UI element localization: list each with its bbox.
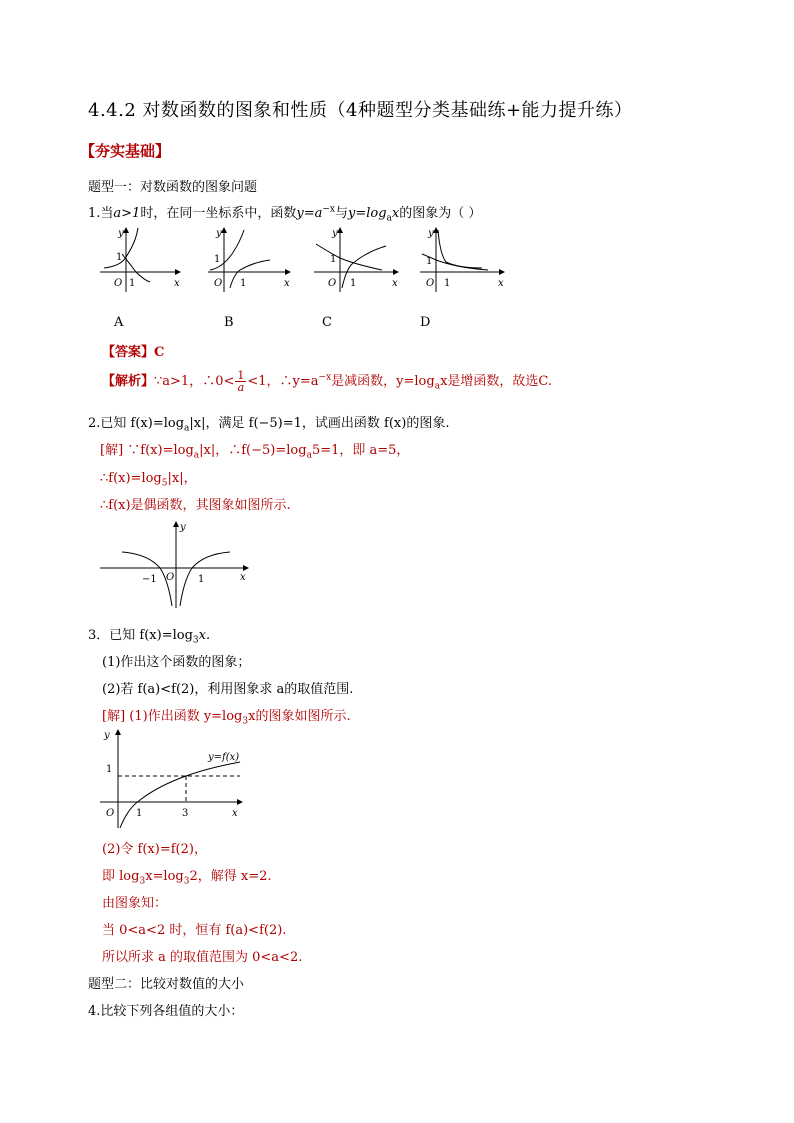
svg-text:1: 1	[198, 574, 205, 585]
svg-text:x: x	[240, 572, 246, 583]
svg-text:y: y	[216, 228, 222, 239]
svg-text:1: 1	[330, 254, 337, 265]
option-c-graph	[314, 228, 398, 292]
q3-solution-1: [解] (1)作出函数 $y=\log_3x$的图象如图所示.	[102, 709, 351, 727]
option-b-graph	[208, 228, 290, 292]
svg-text:O: O	[214, 278, 223, 289]
q3-graph	[98, 726, 248, 830]
svg-text:x: x	[232, 808, 238, 819]
q3-solution-5: 当 0<a<2 时，恒有 f(a)<f(2).	[102, 923, 287, 938]
svg-text:x: x	[498, 278, 504, 289]
svg-text:y: y	[180, 522, 186, 533]
svg-text:1: 1	[350, 278, 357, 289]
q3-part-1: (1)作出这个函数的图象；	[102, 655, 251, 670]
q2-solution-3: ∴f(x)是偶函数，其图象如图所示.	[100, 498, 291, 513]
svg-text:y: y	[118, 228, 124, 239]
svg-text:y: y	[332, 228, 338, 239]
analysis-q1: 【解析】∵a>1，∴0< $\frac{1}{a}$ <1，$\therefore y=a^{-x}$是减函数，$y=\log_ax$是增函数，故选C.	[102, 369, 553, 394]
svg-text:x: x	[284, 278, 290, 289]
svg-text:O: O	[106, 808, 115, 819]
question-1: 1.当a>1时，在同一坐标系中，函数$y=a^{-x}$与$y=\log_ax$的图象为（ ）	[88, 204, 482, 224]
option-d-graph	[420, 228, 504, 292]
q3-solution-4: 由图象知：	[102, 896, 168, 911]
q2-graph	[98, 518, 254, 610]
svg-text:1: 1	[116, 252, 123, 263]
svg-text:O: O	[114, 278, 123, 289]
svg-text:3: 3	[182, 808, 189, 819]
question-2: 2.已知 $f(x)=\log_a|x|$，满足 f(−5)=1，试画出函数 f(x)的图象.	[88, 416, 450, 434]
option-graphs	[96, 224, 516, 296]
type-heading-1: 题型一：对数函数的图象问题	[88, 180, 258, 195]
answer-q1: 【答案】C	[102, 345, 165, 360]
svg-text:y=f(x): y=f(x)	[208, 752, 240, 763]
svg-text:1: 1	[136, 808, 143, 819]
svg-text:1: 1	[129, 278, 136, 289]
svg-text:O: O	[328, 278, 337, 289]
svg-text:1: 1	[106, 764, 113, 775]
svg-text:x: x	[392, 278, 398, 289]
svg-text:1: 1	[426, 256, 433, 267]
svg-text:1: 1	[240, 278, 247, 289]
type-heading-2: 题型二：比较对数值的大小	[88, 977, 245, 992]
option-a-graph	[100, 228, 180, 292]
section-heading: 【夯实基础】	[80, 142, 171, 160]
q2-solution-1: [解] $\because f(x)=\log_a|x|$，$\therefore f(-5)=\log_a5=1$，即 a=5，	[100, 443, 410, 461]
q3-part-2: (2)若 f(a)<f(2)，利用图象求 a的取值范围.	[102, 682, 354, 697]
q2-solution-2: $\therefore f(x)=\log_5|x|$，	[100, 471, 197, 489]
option-b-label: B	[224, 315, 234, 330]
q3-solution-2: (2)令 f(x)=f(2)，	[102, 842, 207, 857]
page-title: 4.4.2 对数函数的图象和性质（4种题型分类基础练+能力提升练）	[88, 100, 633, 121]
question-4: 4.比较下列各组值的大小：	[88, 1004, 244, 1019]
svg-text:y: y	[428, 228, 434, 239]
q3-solution-3: 即 $\log_3x=\log_32$，解得 x=2.	[102, 869, 272, 887]
svg-text:x: x	[174, 278, 180, 289]
option-a-label: A	[114, 315, 124, 330]
svg-text:O: O	[166, 572, 175, 583]
svg-text:y: y	[104, 730, 110, 741]
svg-text:−1: −1	[142, 574, 157, 585]
svg-text:1: 1	[444, 278, 451, 289]
question-3: 3．已知 $f(x)=\log_3x$.	[88, 628, 211, 646]
option-c-label: C	[322, 315, 332, 330]
svg-text:1: 1	[214, 254, 221, 265]
option-d-label: D	[420, 315, 431, 330]
q3-solution-6: 所以所求 a 的取值范围为 0<a<2.	[102, 950, 303, 965]
svg-text:O: O	[426, 278, 435, 289]
